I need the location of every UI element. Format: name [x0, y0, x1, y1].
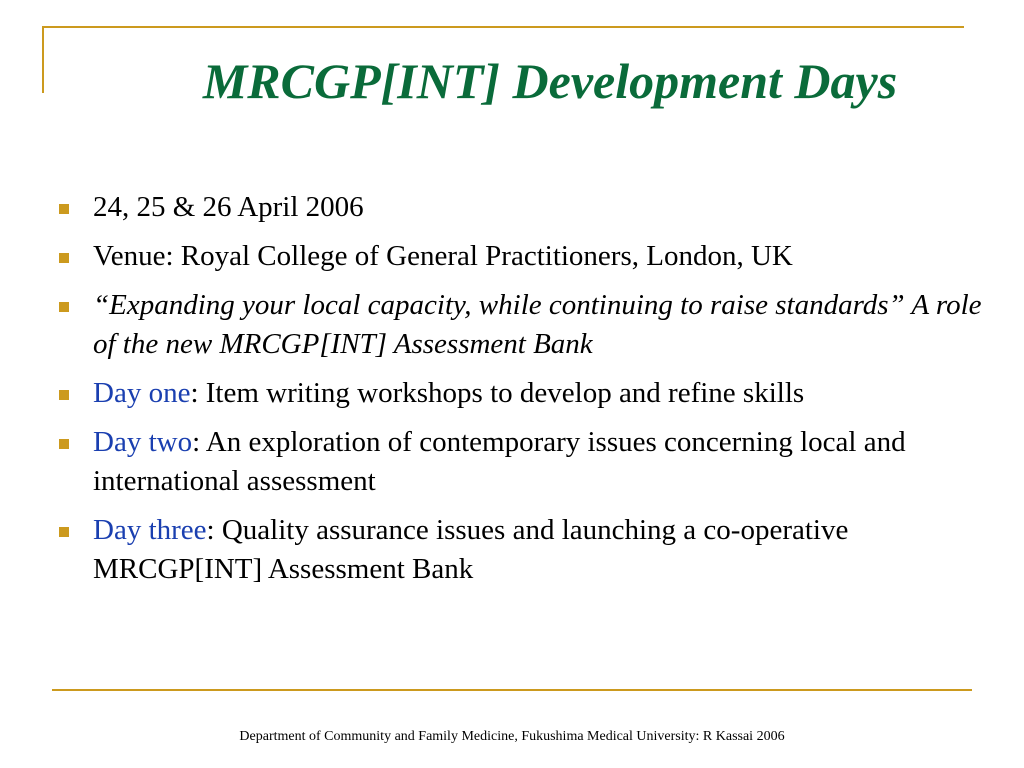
day-one-label: Day one	[93, 377, 191, 409]
square-bullet-icon	[59, 527, 69, 537]
square-bullet-icon	[59, 253, 69, 263]
square-bullet-icon	[59, 302, 69, 312]
day-three-text: : Quality assurance issues and launching a co-operative MRCGP[INT] Assessment Bank	[93, 514, 849, 585]
day-three-label: Day three	[93, 514, 207, 546]
day-one-text: : Item writing workshops to develop and refine skills	[190, 377, 805, 409]
dates-text: 24, 25 & 26 April 2006	[93, 191, 364, 223]
bullet-venue	[55, 237, 995, 276]
square-bullet-icon	[59, 390, 69, 400]
bullet-day-two	[55, 423, 995, 501]
decorative-vertical-line	[42, 26, 44, 93]
decorative-bottom-line	[52, 689, 972, 691]
bullet-day-one	[55, 374, 995, 413]
square-bullet-icon	[59, 204, 69, 214]
decorative-top-line	[42, 26, 964, 28]
bullet-list	[55, 188, 995, 599]
bullet-theme	[55, 286, 995, 364]
venue-text: Venue: Royal College of General Practitioners, London, UK	[93, 240, 793, 272]
day-two-text: : An exploration of contemporary issues concerning local and international assessment	[93, 426, 906, 497]
bullet-dates	[55, 188, 995, 227]
square-bullet-icon	[59, 439, 69, 449]
slide-footer: Department of Community and Family Medicine, Fukushima Medical University: R Kassai 2006	[239, 729, 785, 744]
theme-text: “Expanding your local capacity, while continuing to raise standards” A role of the new MRCGP[INT] Assessment Bank	[93, 289, 982, 360]
slide-title: MRCGP[INT] Development Days	[202, 53, 898, 109]
bullet-day-three	[55, 511, 995, 589]
day-two-label: Day two	[93, 426, 193, 458]
